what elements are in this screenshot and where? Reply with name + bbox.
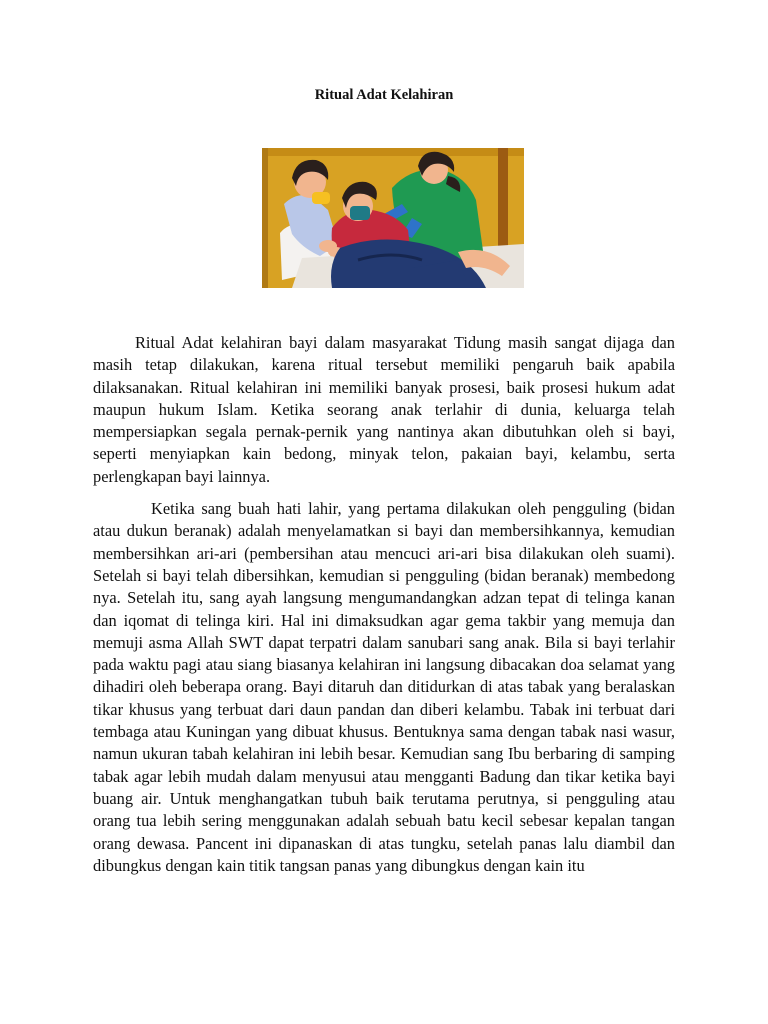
document-body bbox=[93, 332, 675, 877]
document-title: Ritual Adat Kelahiran bbox=[314, 87, 454, 103]
paragraph-text: Ketika sang buah hati lahir, yang pertama dilakukan oleh pengguling (bidan atau dukun beranak) adalah menyelamatkan si bayi dan membersihkannya, kemudian membersihkan ari-ari (pembersihan atau mencuci ari-ari bisa dilakukan oleh suami). Setelah si bayi telah dibersihkan, kemudian si pengguling (bidan beranak) membedong nya. Setelah itu, sang ayah langsung mengumandangkan adzan tepat di telinga kanan dan iqomat di telinga kiri. Hal ini dimaksudkan agar gema takbir yang memuja dan memuji asma Allah SWT dapat terpatri dalam sanubari sang anak. Bila si bayi terlahir pada waktu pagi atau siang biasanya kelahiran ini langsung dibacakan doa selamat yang dihadiri oleh beberapa orang. Bayi ditaruh dan ditidurkan di atas tabak yang beralaskan tikar khusus yang terbuat dari daun pandan dan diberi kelambu. Tabak ini terbuat dari tembaga atau Kuningan yang dibuat khusus. Bentuknya sama dengan tabak nasi wasur, namun ukuran tabah kelahiran ini lebih besar. Kemudian sang Ibu berbaring di samping tabak agar lebih mudah dalam menyusui atau mengganti Badung dan tikar ketika bayi buang air. Untuk menghangatkan tubuh baik terutama perutnya, si pengguling atau orang tua lebih sering menggunakan adalah sebuah batu kecil sebesar kepalan tangan orang dewasa. Pancent ini dipanaskan di atas tungku, setelah panas lalu diambil dan dibungkus dengan kain titik tangsan panas yang dibungkus dengan kain itu bbox=[93, 499, 675, 875]
illustration-icon bbox=[262, 148, 524, 288]
paragraph-text: Ritual Adat kelahiran bayi dalam masyarakat Tidung masih sangat dijaga dan masih tetap dilakukan, karena ritual tersebut memiliki pengaruh baik apabila dilaksanakan. Ritual kelahiran ini memiliki banyak prosesi, baik prosesi hukum adat maupun hukum Islam. Ketika seorang anak terlahir di dunia, keluarga telah mempersiapkan segala pernak-pernik yang nantinya akan dibutuhkan oleh si bayi, seperti menyiapkan kain bedong, minyak telon, pakaian bayi, kelambu, serta perlengkapan bayi lainnya. bbox=[93, 333, 675, 486]
paragraph bbox=[93, 498, 675, 877]
paragraph bbox=[93, 332, 675, 488]
